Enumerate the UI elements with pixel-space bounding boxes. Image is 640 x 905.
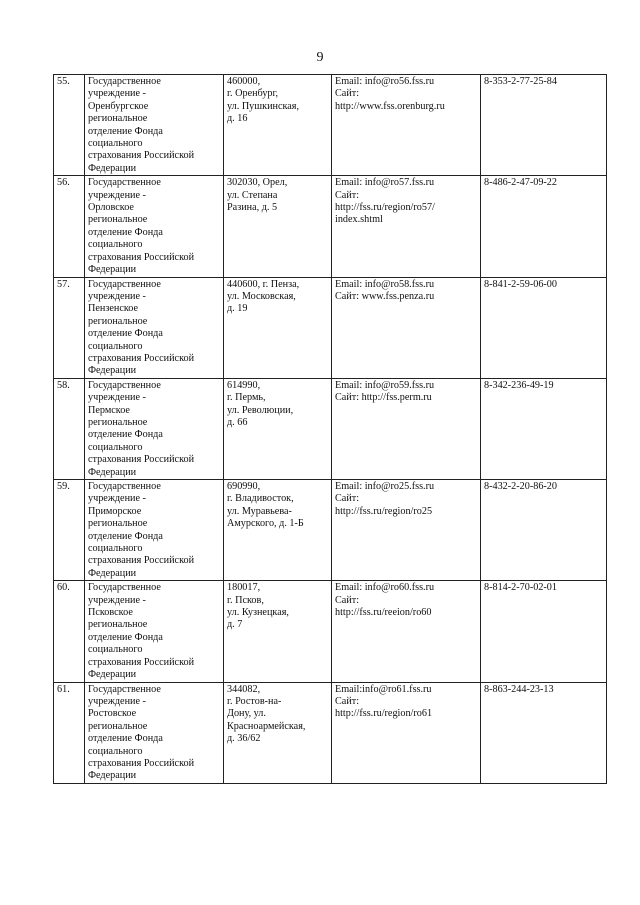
row-number: 56. xyxy=(54,176,85,277)
address-cell xyxy=(224,682,332,783)
phone-cell: 8-863-244-23-13 xyxy=(481,682,607,783)
organization-line: отделение Фонда xyxy=(88,429,163,441)
organization-line: отделение Фонда xyxy=(88,631,163,643)
address-line: ул. Муравьева- xyxy=(227,505,292,517)
organization-line: Ростовское xyxy=(88,708,137,720)
page-number: 9 xyxy=(316,50,324,65)
address-line: д. 16 xyxy=(227,113,248,125)
organization-line: Государственное xyxy=(88,177,161,189)
organization-line: региональное xyxy=(88,315,148,327)
organization-line: страхования Российской xyxy=(88,656,195,668)
organization-line: Федерации xyxy=(88,669,137,681)
contact-line: Сайт: xyxy=(335,695,360,707)
phone-cell: 8-486-2-47-09-22 xyxy=(481,176,607,277)
address-line: 690990, xyxy=(227,481,261,492)
table-row xyxy=(54,480,607,581)
organization-line: учреждение - xyxy=(88,88,146,100)
address-line: г. Владивосток, xyxy=(227,493,294,505)
table-row xyxy=(54,176,607,277)
contact-line: http://www.fss.orenburg.ru xyxy=(335,100,445,112)
contact-line: http://fss.ru/region/ro61 xyxy=(335,708,433,720)
organization-line: учреждение - xyxy=(88,392,146,404)
contact-line: http://fss.ru/reeion/ro60 xyxy=(335,607,432,619)
address-cell xyxy=(224,176,332,277)
contact-line: Email: info@ro57.fss.ru xyxy=(335,177,435,189)
table-row xyxy=(54,378,607,479)
contact-line: http://fss.ru/region/ro57/ xyxy=(335,202,435,214)
contact-line: Сайт: xyxy=(335,189,360,201)
row-number: 60. xyxy=(54,581,85,682)
address-cell xyxy=(224,75,332,176)
address-line: д. 36/62 xyxy=(227,733,261,745)
contacts-cell xyxy=(332,682,481,783)
address-line: д. 66 xyxy=(227,416,248,428)
organization-line: социального xyxy=(88,441,143,453)
organization-line: социального xyxy=(88,239,143,251)
address-line: ул. Революции, xyxy=(227,404,294,416)
table-row xyxy=(54,682,607,783)
address-line: Красноармейская, xyxy=(227,720,306,732)
organization-line: страхования Российской xyxy=(88,150,195,162)
organization-line: отделение Фонда xyxy=(88,226,163,238)
address-line: г. Ростов-на- xyxy=(227,695,282,707)
organization-line: Федерации xyxy=(88,567,137,579)
organization-cell xyxy=(85,682,224,783)
organization-line: отделение Фонда xyxy=(88,530,163,542)
organization-line: Федерации xyxy=(88,365,137,377)
organization-line: Оренбургское xyxy=(88,100,149,112)
organization-line: социального xyxy=(88,340,143,352)
address-cell xyxy=(224,581,332,682)
row-number: 58. xyxy=(54,378,85,479)
organization-line: социального xyxy=(88,644,143,656)
contact-line: Сайт: xyxy=(335,594,360,606)
organization-line: Пензенское xyxy=(88,303,139,315)
organization-line: региональное xyxy=(88,619,148,631)
address-line: 302030, Орел, xyxy=(227,177,288,189)
organization-line: Государственное xyxy=(88,379,161,391)
organization-line: Федерации xyxy=(88,770,137,782)
address-line: ул. Кузнецкая, xyxy=(227,607,289,619)
contact-line: Email: info@ro25.fss.ru xyxy=(335,481,435,492)
address-line: 460000, xyxy=(227,76,261,87)
row-number: 57. xyxy=(54,277,85,378)
organization-line: учреждение - xyxy=(88,189,146,201)
organization-line: Орловское xyxy=(88,202,134,214)
contact-line: Сайт: xyxy=(335,88,360,100)
address-line: ул. Московская, xyxy=(227,290,296,302)
organization-line: региональное xyxy=(88,720,148,732)
organization-line: Федерации xyxy=(88,162,137,174)
organization-line: социального xyxy=(88,138,143,150)
organization-line: страхования Российской xyxy=(88,454,195,466)
address-cell xyxy=(224,378,332,479)
organization-line: учреждение - xyxy=(88,695,146,707)
contact-line: Email: info@ro56.fss.ru xyxy=(335,76,435,87)
contact-line: Email: info@ro58.fss.ru xyxy=(335,278,435,290)
address-line: ул. Пушкинская, xyxy=(227,100,300,112)
row-number: 61. xyxy=(54,682,85,783)
organization-line: учреждение - xyxy=(88,493,146,505)
organization-line: учреждение - xyxy=(88,594,146,606)
row-number: 55. xyxy=(54,75,85,176)
contact-line: Сайт: xyxy=(335,493,360,505)
phone-cell: 8-353-2-77-25-84 xyxy=(481,75,607,176)
contacts-cell xyxy=(332,277,481,378)
organization-line: страхования Российской xyxy=(88,555,195,567)
organization-line: региональное xyxy=(88,113,148,125)
organization-line: учреждение - xyxy=(88,290,146,302)
table-row xyxy=(54,277,607,378)
address-line: г. Псков, xyxy=(227,594,264,606)
organization-line: региональное xyxy=(88,416,148,428)
organization-cell xyxy=(85,277,224,378)
contacts-cell xyxy=(332,480,481,581)
contacts-cell xyxy=(332,75,481,176)
address-line: г. Пермь, xyxy=(227,392,266,404)
organization-line: отделение Фонда xyxy=(88,328,163,340)
address-line: 440600, г. Пенза, xyxy=(227,278,300,290)
phone-cell: 8-841-2-59-06-00 xyxy=(481,277,607,378)
regional-offices-table xyxy=(53,74,607,784)
contacts-cell xyxy=(332,176,481,277)
address-line: д. 19 xyxy=(227,303,248,315)
organization-line: страхования Российской xyxy=(88,251,195,263)
table-row xyxy=(54,581,607,682)
address-line: Дону, ул. xyxy=(227,708,266,720)
organization-line: страхования Российской xyxy=(88,352,195,364)
organization-line: Государственное xyxy=(88,683,161,695)
address-line: Разина, д. 5 xyxy=(227,202,278,214)
table-body xyxy=(54,75,607,784)
address-line: 344082, xyxy=(227,683,261,695)
organization-cell xyxy=(85,378,224,479)
address-line: д. 7 xyxy=(227,619,243,631)
organization-cell xyxy=(85,75,224,176)
address-line: 614990, xyxy=(227,379,261,391)
phone-cell: 8-342-236-49-19 xyxy=(481,378,607,479)
contact-line: index.shtml xyxy=(335,214,383,226)
organization-line: отделение Фонда xyxy=(88,733,163,745)
address-cell xyxy=(224,480,332,581)
organization-line: Пермское xyxy=(88,404,130,416)
contact-line: Сайт: www.fss.penza.ru xyxy=(335,290,435,302)
organization-cell xyxy=(85,480,224,581)
organization-line: Федерации xyxy=(88,264,137,276)
address-cell xyxy=(224,277,332,378)
organization-line: Государственное xyxy=(88,278,161,290)
contact-line: http://fss.ru/region/ro25 xyxy=(335,505,433,517)
phone-cell: 8-814-2-70-02-01 xyxy=(481,581,607,682)
organization-line: региональное xyxy=(88,214,148,226)
organization-line: Государственное xyxy=(88,481,161,492)
organization-line: социального xyxy=(88,543,143,555)
organization-line: Государственное xyxy=(88,582,161,594)
organization-line: страхования Российской xyxy=(88,757,195,769)
table-row xyxy=(54,75,607,176)
address-line: г. Оренбург, xyxy=(227,88,279,100)
organization-cell xyxy=(85,581,224,682)
address-line: 180017, xyxy=(227,582,261,594)
organization-line: социального xyxy=(88,745,143,757)
organization-line: Государственное xyxy=(88,76,161,87)
contacts-cell xyxy=(332,581,481,682)
organization-line: Приморское xyxy=(88,505,142,517)
organization-line: отделение Фонда xyxy=(88,125,163,137)
organization-line: Федерации xyxy=(88,466,137,478)
address-line: ул. Степана xyxy=(227,189,278,201)
organization-line: региональное xyxy=(88,518,148,530)
address-line: Амурского, д. 1-Б xyxy=(227,518,304,530)
phone-cell: 8-432-2-20-86-20 xyxy=(481,480,607,581)
contacts-cell xyxy=(332,378,481,479)
contact-line: Сайт: http://fss.perm.ru xyxy=(335,392,432,404)
contact-line: Email:info@ro61.fss.ru xyxy=(335,683,432,695)
organization-line: Псковское xyxy=(88,607,133,619)
row-number: 59. xyxy=(54,480,85,581)
contact-line: Email: info@ro59.fss.ru xyxy=(335,379,435,391)
organization-cell xyxy=(85,176,224,277)
contact-line: Email: info@ro60.fss.ru xyxy=(335,582,435,594)
